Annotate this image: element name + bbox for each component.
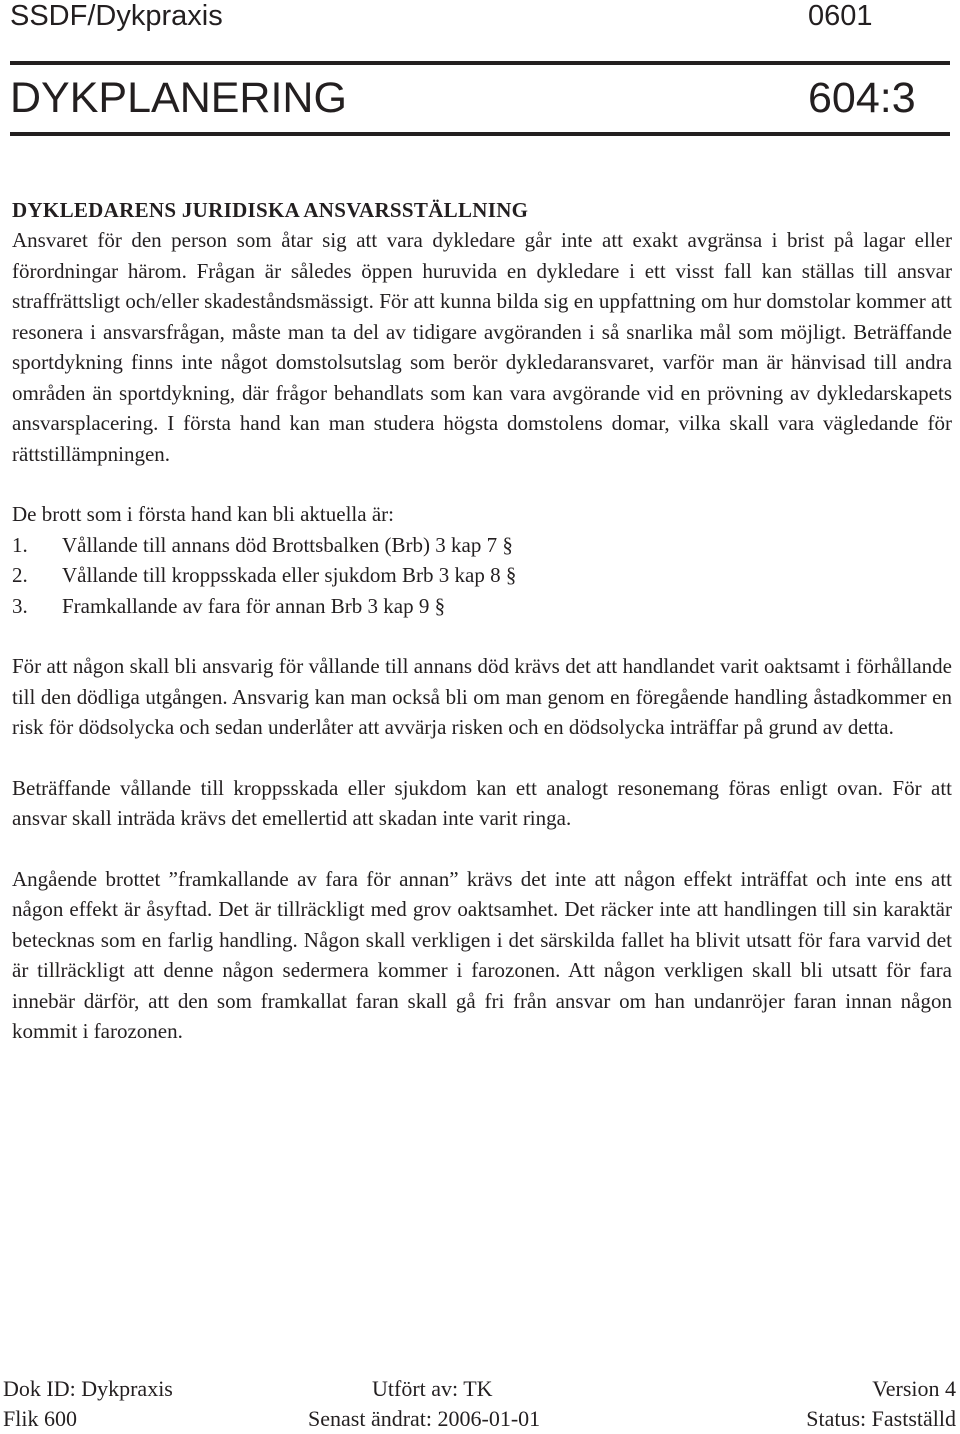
list-item-number: 3. [12, 593, 28, 618]
footer-status: Status: Fastställd [806, 1406, 956, 1431]
header-doc-source: SSDF/Dykpraxis [10, 0, 223, 32]
crimes-list-intro: De brott som i första hand kan bli aktuella är: [12, 502, 394, 526]
section-heading: DYKLEDARENS JURIDISKA ANSVARSSTÄLLNING [12, 198, 529, 222]
footer-doc-id: Dok ID: Dykpraxis [3, 1376, 173, 1401]
page-code: 604:3 [808, 74, 916, 122]
paragraph-death-liability: För att någon skall bli ansvarig för vållande till annans död krävs det att handlandet varit oaktsamt i förhållande till den dödliga utgången. Ansvarig kan man också bli om man genom en föregående handling åstadkommer en risk för dödsolycka och sedan underlåter att avvärja risken och en dödsolycka inträffar på grund av detta. [12, 654, 952, 739]
footer-flik: Flik 600 [3, 1406, 77, 1431]
footer-last-modified: Senast ändrat: 2006-01-01 [308, 1406, 541, 1431]
header-doc-number: 0601 [808, 0, 873, 32]
document-body [12, 195, 952, 1047]
paragraph-responsibility: Ansvaret för den person som åtar sig att vara dykledare går inte att exakt avgränsa i brist på lagar eller förordningar härom. Frågan är således öppen huruvida en dykledare i ett visst fall kan ställas till ansvar straffrättsligt och/eller skadeståndsmässigt. För att kunna bilda sig en uppfattning om hur domstolar kommer att resonera i ansvarsfrågan, måste man ta del av tidigare avgöranden i så snarlika mål som möjligt. Beträffande sportdykning finns inte något domstolsutslag som berör dykledaransvaret, varför man är hänvisad till andra områden än sportdykning, där frågor behandlats som kan vara avgörande vid en prövning av dykledarskapets ansvarsplacering. I första hand kan man studera högsta domstolens domar, vilka skall vara vägledande för rättstillämpningen. [12, 228, 952, 466]
paragraph-endangerment: Angående brottet ”framkallande av fara för annan” krävs det inte att någon effekt inträffat och inte ens att någon effekt är åsyftad. Det är tillräckligt med grov oaktsamhet. Det räcker inte att handlingen till sin karaktär betecknas som en farlig handling. Någon skall verkligen i det särskilda fallet ha blivit utsatt för fara varvid det är tillräckligt att denne någon sedermera kommer i farozonen. Att någon verkligen skall bli utsatt för fara innebär därför, att den som framkallat faran skall gå fri från ansvar om han undanröjer faran innan någon kommit i farozonen. [12, 866, 952, 1043]
list-item-text: Framkallande av fara för annan Brb 3 kap 9 § [62, 593, 446, 618]
list-item-text: Vållande till annans död Brottsbalken (Brb) 3 kap 7 § [62, 532, 513, 557]
paragraph-injury-liability: Beträffande vållande till kroppsskada eller sjukdom kan ett analogt resonemang föras enligt ovan. För att ansvar skall inträda krävs det emellertid att skadan inte varit ringa. [12, 775, 952, 830]
list-item [12, 591, 952, 622]
crimes-list [12, 530, 952, 622]
list-item-number: 1. [12, 532, 28, 557]
footer-version: Version 4 [872, 1376, 956, 1401]
list-item [12, 560, 952, 591]
list-item [12, 530, 952, 561]
footer-performed-by: Utfört av: TK [372, 1376, 493, 1401]
header-rule-top [10, 61, 950, 65]
list-item-text: Vållande till kroppsskada eller sjukdom Brb 3 kap 8 § [62, 563, 517, 587]
list-item-number: 2. [12, 563, 28, 587]
header-rule-bottom [10, 132, 950, 136]
page-title: DYKPLANERING [10, 74, 347, 122]
